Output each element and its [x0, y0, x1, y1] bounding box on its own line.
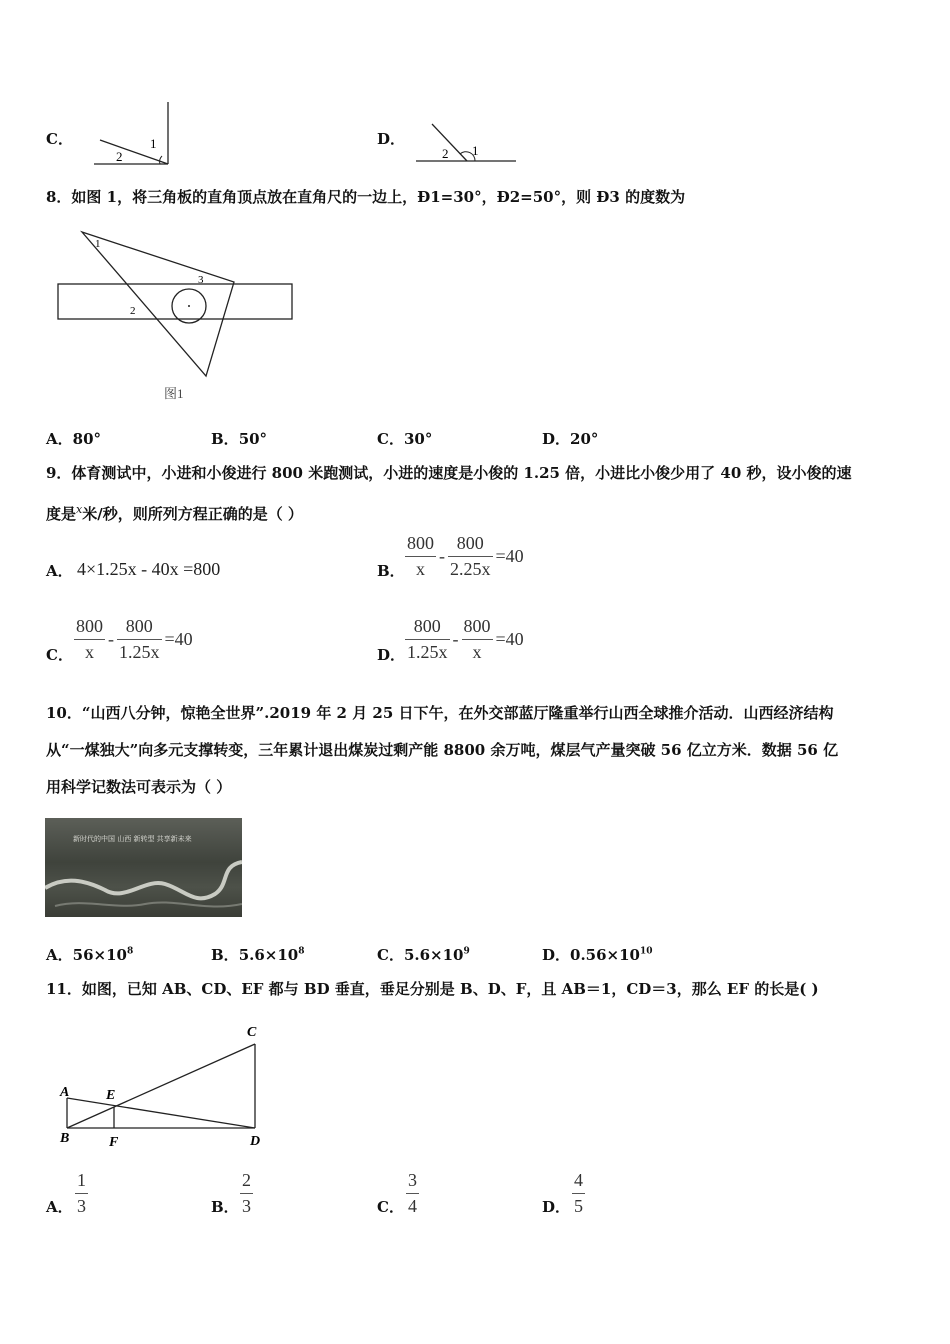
q9b-rhs: =40	[495, 546, 524, 566]
q10-option-b-exp: 8	[298, 946, 305, 957]
q8-angle-1: 1	[95, 238, 101, 250]
q11b-num: 2	[240, 1170, 253, 1194]
q11-label-b: B	[60, 1131, 70, 1146]
q9d-fraction-1	[405, 616, 450, 663]
q11d-den: 5	[574, 1196, 583, 1216]
q10-photo	[45, 818, 242, 917]
q9b-num-2: 800	[448, 533, 493, 557]
q8-option-c-label: C．	[377, 430, 404, 448]
q8-option-c	[377, 428, 432, 449]
q10-option-c	[377, 944, 470, 965]
q10-option-a-label: A．	[46, 946, 73, 964]
q11a-num: 1	[75, 1170, 88, 1194]
q11-label-c: C	[247, 1025, 257, 1040]
q9c-num-1: 800	[74, 616, 105, 640]
q11-option-a-label: A．	[46, 1198, 73, 1216]
q8-figure-caption: 图1	[164, 386, 184, 401]
q7-option-d-figure	[412, 118, 522, 166]
q9-variable-x: x	[76, 503, 83, 516]
q8-option-d-text: 20°	[570, 430, 599, 448]
q9b-fraction-1	[405, 533, 436, 580]
q9-option-a-label: A．	[46, 562, 73, 580]
q10-option-d-label: D．	[542, 946, 571, 964]
q9d-den-2: x	[472, 642, 482, 662]
q8-option-b-text: 50°	[238, 430, 268, 448]
q9-option-d-expr	[405, 616, 527, 663]
q11-figure	[55, 1018, 275, 1158]
q7d-angle-2: 2	[442, 146, 449, 161]
q10-option-b	[211, 944, 305, 965]
q10-photo-river	[45, 818, 242, 917]
q9-option-c-expr	[74, 616, 196, 663]
q9b-num-1: 800	[405, 533, 436, 557]
q9c-fraction-1	[74, 616, 105, 663]
q8-angle-3: 3	[198, 274, 204, 286]
q11-label-f: F	[109, 1135, 119, 1150]
q11c-num: 3	[406, 1170, 419, 1194]
q9d-den-1: 1.25x	[407, 642, 448, 662]
q8-option-a	[46, 428, 101, 449]
q10-option-c-label: C．	[377, 946, 404, 964]
q9c-rhs: =40	[164, 629, 193, 649]
q11c-den: 4	[408, 1196, 417, 1216]
q11-option-c-fraction	[406, 1170, 419, 1217]
q10-option-b-base: 5.6×10	[238, 946, 299, 964]
q7-option-c-figure	[90, 100, 180, 168]
q11b-den: 3	[242, 1196, 251, 1216]
q7c-angle-2: 2	[116, 149, 123, 164]
q10-option-a-exp: 8	[126, 946, 134, 957]
q8-option-b	[211, 428, 267, 449]
q9-stem-line2	[46, 499, 303, 525]
q11-label-d: D	[250, 1134, 261, 1149]
q9c-num-2: 800	[117, 616, 162, 640]
q9-stem-line2-a: 度是	[46, 505, 77, 523]
q11-option-a-fraction	[75, 1170, 88, 1217]
q9-stem-line2-b: 米/秒，则所列方程正确的是（ ）	[82, 505, 303, 523]
q7-option-d-label: D．	[377, 130, 406, 148]
q10-stem-line1: 10．“山西八分钟，惊艳全世界”.2019 年 2 月 25 日下午，在外交部蓝厅隆重举行山西全球推介活动．山西经济结构	[46, 704, 834, 722]
q9d-fraction-2	[462, 616, 493, 663]
q8-option-b-label: B．	[211, 430, 239, 448]
q7c-angle-1: 1	[150, 136, 157, 151]
q10-stem-line2: 从“一煤独大”向多元支撑转变，三年累计退出煤炭过剩产能 8800 余万吨，煤层气产量突破 56 亿立方米．数据 56 亿	[46, 741, 839, 759]
q9d-rhs: =40	[495, 629, 524, 649]
q11d-num: 4	[572, 1170, 585, 1194]
q11-option-d-fraction	[572, 1170, 585, 1217]
q8-figure	[50, 225, 300, 405]
q10-option-d-base: 0.56×10	[570, 946, 640, 964]
q8-option-d	[542, 428, 598, 449]
q10-option-d-exp: 10	[640, 946, 653, 957]
q9c-fraction-2	[117, 616, 162, 663]
q9b-fraction-2	[448, 533, 493, 580]
q8-option-c-text: 30°	[403, 430, 433, 448]
q9b-minus: -	[439, 546, 445, 566]
q8-option-a-label: A．	[46, 430, 73, 448]
q9-option-b-expr	[405, 533, 527, 580]
q7-option-c-label: C．	[46, 130, 73, 148]
q9-stem-line1: 9．体育测试中，小进和小俊进行 800 米跑测试，小进的速度是小俊的 1.25 倍，小进比小俊少用了 40 秒，设小俊的速	[46, 464, 852, 482]
q7d-angle-1: 1	[472, 143, 479, 158]
q11-stem: 11．如图，已知 AB、CD、EF 都与 BD 垂直，垂足分别是 B、D、F，且 AB＝1，CD＝3，那么 EF 的长是( )	[46, 980, 819, 998]
q8-option-a-text: 80°	[72, 430, 102, 448]
q10-option-c-exp: 9	[463, 946, 470, 957]
q8-option-d-label: D．	[542, 430, 571, 448]
q9c-den-1: x	[85, 642, 94, 662]
q9d-num-2: 800	[462, 616, 493, 640]
q11-option-b-fraction	[240, 1170, 253, 1217]
q10-option-c-base: 5.6×10	[403, 946, 464, 964]
q11-option-c-label: C．	[377, 1198, 404, 1216]
q11-label-e: E	[106, 1088, 116, 1103]
q11a-den: 3	[77, 1196, 86, 1216]
q9d-minus: -	[452, 629, 459, 649]
q10-option-d	[542, 944, 653, 965]
q8-angle-2: 2	[130, 305, 136, 317]
q10-option-a-base: 56×10	[72, 946, 127, 964]
q11-label-a: A	[60, 1085, 70, 1100]
q9d-num-1: 800	[405, 616, 450, 640]
q8-stem: 8．如图 1，将三角板的直角顶点放在直角尺的一边上，Ð1=30°，Ð2=50°，则 Ð3 的度数为	[46, 188, 686, 206]
q9-option-a-expr: 4×1.25x - 40x =800	[77, 559, 221, 579]
q11-option-b-label: B．	[211, 1198, 239, 1216]
q11-option-d-label: D．	[542, 1198, 571, 1216]
q9c-minus: -	[108, 629, 114, 649]
q9c-den-2: 1.25x	[119, 642, 160, 662]
q10-stem-line3: 用科学记数法可表示为（ ）	[46, 778, 232, 796]
q9-option-c-label: C．	[46, 646, 73, 664]
q9-option-d-label: D．	[377, 646, 406, 664]
q10-photo-caption: 新时代的中国 山西 新转型 共享新未来	[73, 835, 192, 843]
q10-option-b-label: B．	[211, 946, 239, 964]
q9b-den-1: x	[416, 559, 425, 579]
q9b-den-2: 2.25x	[450, 559, 491, 579]
q10-option-a	[46, 944, 133, 965]
q9-option-b-label: B．	[377, 562, 405, 580]
